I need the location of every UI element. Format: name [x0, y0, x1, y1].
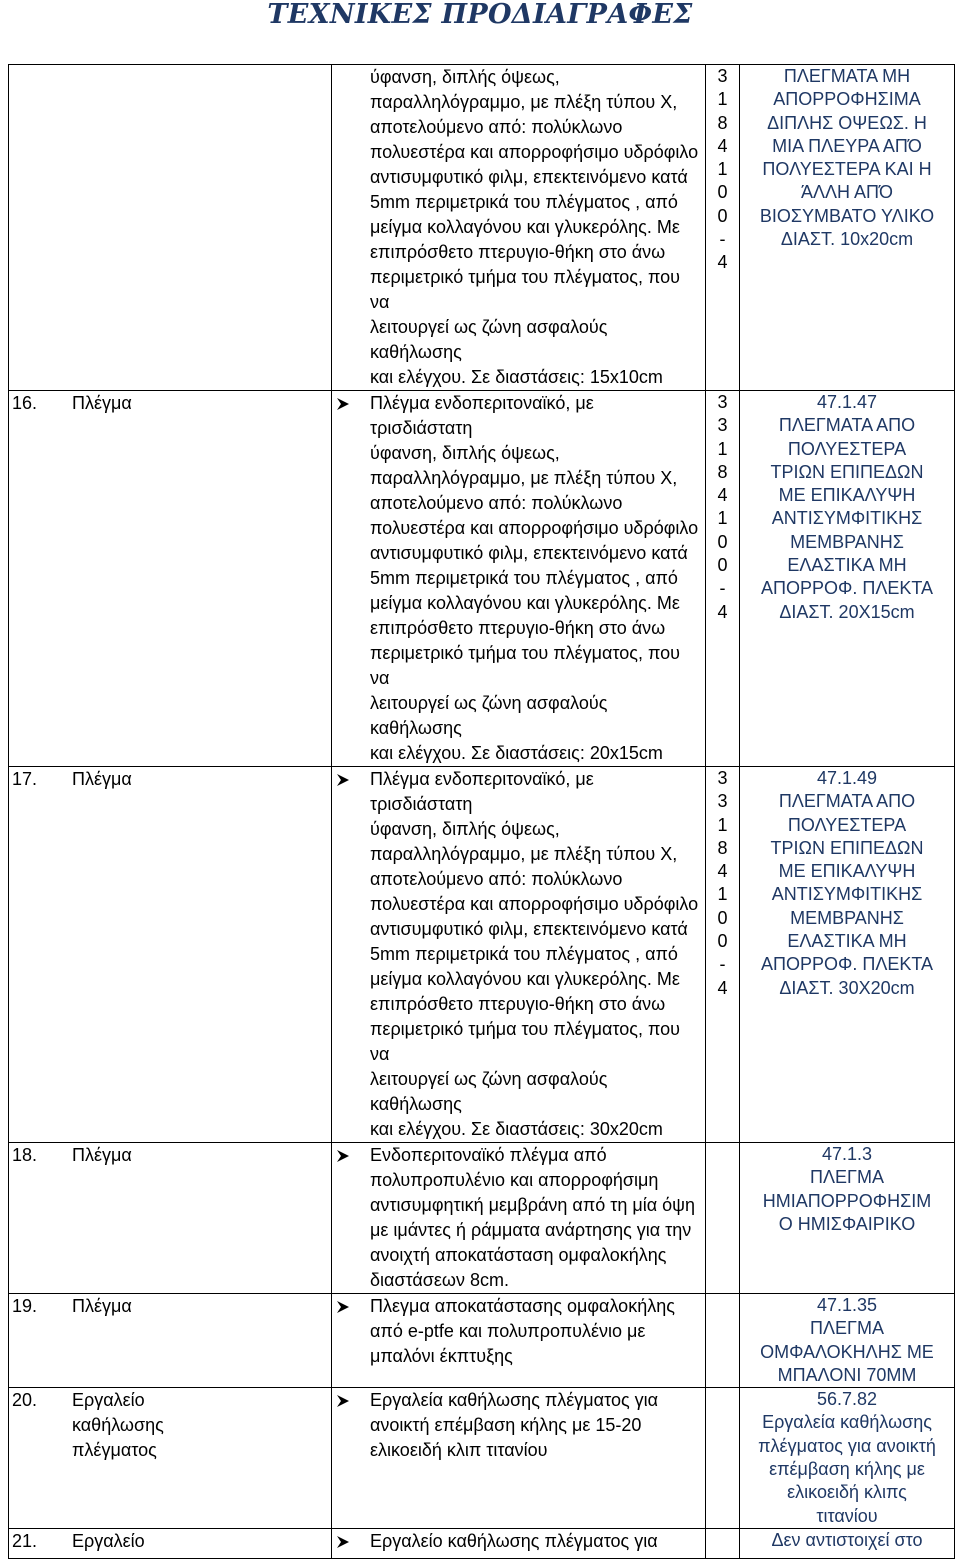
table-row [9, 1143, 955, 1294]
item-number: 16. [12, 393, 38, 413]
code-character: 0 [717, 907, 728, 928]
description-line: πολυπροπυλένιο και απορροφήσιμη [370, 1170, 659, 1190]
reference-line: ΠΟΛΥΕΣΤΕΡΑ [787, 814, 907, 835]
description-line: Πλέγμα ενδοπεριτοναϊκό, με τρισδιάστατη [370, 393, 594, 438]
code-character: 8 [717, 112, 728, 133]
item-name-line: Πλέγμα [72, 393, 132, 413]
table-row [9, 65, 955, 391]
item-reference-cell [740, 1528, 955, 1558]
item-code-cell [706, 1294, 740, 1388]
reference-line: ΠΟΛΥΕΣΤΕΡΑ [787, 438, 907, 459]
code-character: 4 [717, 601, 728, 622]
item-name [72, 391, 242, 416]
code-character: - [719, 954, 726, 975]
item-reference-cell [740, 1143, 955, 1294]
reference-line: ΑΝΤΙΣΥΜΦΙΤΙΚΗΣ [771, 508, 923, 529]
description-line: Εργαλεία καθήλωσης πλέγματος για [370, 1390, 659, 1411]
reference-line: ΠΟΛΥΕΣΤΕΡΑ ΚΑΙ Η [762, 159, 932, 180]
reference-line: ΕΛΑΣΤΙΚΑ ΜΗ [787, 555, 907, 576]
item-name-line: Πλέγμα [72, 1145, 132, 1165]
item-number: 21. [12, 1530, 38, 1551]
code-character: 3 [717, 392, 728, 412]
item-name-cell [9, 1294, 332, 1388]
description-line: αποτελούμενο από: πολύκλωνο [370, 493, 623, 513]
description-line: μείγμα κολλαγόνου και γλυκερόλης. Με [370, 593, 680, 613]
code-character: 4 [717, 861, 728, 882]
reference-line: ΗΜΙΑΠΟΡΡΟΦΗΣΙΜ [762, 1190, 932, 1211]
item-description [362, 1294, 705, 1369]
item-code-cell [706, 1143, 740, 1294]
reference-line: ΠΛΕΓΜΑΤΑ ΑΠΟ [778, 415, 916, 436]
item-description-cell [332, 1388, 706, 1529]
reference-line: 47.1.49 [816, 768, 878, 788]
item-name-line: Εργαλείο [72, 1530, 145, 1551]
item-name [72, 1388, 242, 1463]
code-character: 4 [717, 252, 728, 273]
description-line: επιπρόσθετο πτερυγιο-θήκη στο άνω [370, 994, 666, 1014]
description-line: επιπρόσθετο πτερυγιο-θήκη στο άνω [370, 242, 666, 262]
reference-line: ΑΝΤΙΣΥΜΦΙΤΙΚΗΣ [771, 884, 923, 905]
item-reference-cell [740, 1294, 955, 1388]
reference-line: ΜΙΑ ΠΛΕΥΡΑ ΑΠΌ [772, 135, 922, 156]
item-reference-cell [740, 1388, 955, 1529]
code-character: 1 [717, 884, 728, 905]
description-line: από e-ptfe και πολυπροπυλένιο με [370, 1321, 646, 1341]
reference-line: ΔΙΑΣΤ. 20Χ15cm [779, 601, 915, 622]
reference-line: Εργαλεία καθήλωσης [762, 1412, 932, 1433]
item-description-cell [332, 767, 706, 1143]
description-line: μείγμα κολλαγόνου και γλυκερόλης. Με [370, 217, 680, 237]
description-line: αντισυμφυτικό φιλμ, επεκτεινόμενο κατά [370, 543, 688, 563]
description-line: αντισυμφητική μεμβράνη από τη μία όψη [370, 1195, 696, 1215]
description-line: ύφανση, διπλής όψεως, [370, 443, 560, 463]
reference-line: ΑΠΟΡΡΟΦ. ΠΛΕΚΤΑ [760, 954, 934, 975]
specifications-table [8, 64, 955, 1559]
code-character: 8 [717, 837, 728, 858]
item-description-cell [332, 1143, 706, 1294]
description-line: αποτελούμενο από: πολύκλωνο [370, 117, 623, 137]
description-line: πολυεστέρα και απορροφήσιμο υδρόφιλο [370, 142, 699, 162]
reference-line: Δεν αντιστοιχεί στο [771, 1529, 923, 1550]
arrow-bullet-icon [332, 767, 362, 1142]
description-line: παραλληλόγραμμο, με πλέξη τύπου Χ, [370, 92, 678, 112]
reference-line: ΜΠΑΛΟΝΙ 70ΜΜ [777, 1364, 917, 1385]
item-reference-cell [740, 767, 955, 1143]
item-name-cell [9, 1528, 332, 1558]
code-character: 0 [717, 205, 728, 226]
document-title: ΤΕΧΝΙΚΕΣ ΠΡΟΔΙΑΓΡΑΦΕΣ [267, 0, 693, 30]
code-character: - [719, 578, 726, 599]
description-line: πολυεστέρα και απορροφήσιμο υδρόφιλο [370, 518, 699, 538]
description-line: παραλληλόγραμμο, με πλέξη τύπου Χ, [370, 468, 678, 488]
code-character: 0 [717, 555, 728, 576]
reference-line: ΜΕΜΒΡΑΝΗΣ [790, 907, 904, 928]
description-line: Ενδοπεριτοναϊκό πλέγμα από [370, 1145, 607, 1165]
item-description [362, 767, 705, 1142]
item-description [362, 1143, 705, 1293]
description-line: μείγμα κολλαγόνου και γλυκερόλης. Με [370, 969, 680, 989]
code-character: 0 [717, 931, 728, 952]
item-code-cell [706, 65, 740, 391]
item-name-cell [9, 1388, 332, 1529]
item-reference-cell [740, 391, 955, 767]
reference-line: τιτανίου [816, 1505, 878, 1526]
reference-line: 56.7.82 [816, 1389, 878, 1410]
description-line: Πλεγμα αποκατάστασης ομφαλοκήλης [370, 1296, 675, 1316]
description-line: λειτουργεί ως ζώνη ασφαλούς καθήλωσης [370, 317, 608, 362]
item-description-cell [332, 65, 706, 391]
code-character: 1 [717, 89, 728, 110]
reference-line: ΤΡΙΩΝ ΕΠΙΠΕΔΩΝ [770, 837, 924, 858]
code-character: 1 [717, 814, 728, 835]
table-row [9, 391, 955, 767]
item-code-cell [706, 767, 740, 1143]
reference-line: ΔΙΑΣΤ. 30Χ20cm [779, 977, 915, 998]
reference-line: ΔΙΑΣΤ. 10x20cm [780, 229, 914, 250]
arrow-bullet-icon [332, 1388, 362, 1463]
code-character: 4 [717, 135, 728, 156]
description-line: περιμετρικό τμήμα του πλέγματος, που να [370, 267, 680, 312]
item-description-cell [332, 1528, 706, 1558]
description-line: μπαλόνι έκπτυξης [370, 1346, 513, 1366]
reference-line: ΠΛΕΓΜΑΤΑ ΜΗ [783, 66, 911, 86]
description-line: 5mm περιμετρικά του πλέγματος , από [370, 944, 678, 964]
description-line: παραλληλόγραμμο, με πλέξη τύπου Χ, [370, 844, 678, 864]
code-character: 4 [717, 977, 728, 998]
description-line: αντισυμφυτικό φιλμ, επεκτεινόμενο κατά [370, 167, 688, 187]
description-line: πολυεστέρα και απορροφήσιμο υδρόφιλο [370, 894, 699, 914]
item-code-cell [706, 1388, 740, 1529]
item-name [72, 767, 242, 792]
description-line: ύφανση, διπλής όψεως, [370, 819, 560, 839]
description-line: περιμετρικό τμήμα του πλέγματος, που να [370, 1019, 680, 1064]
item-description-cell [332, 391, 706, 767]
description-line: διαστάσεων 8cm. [370, 1270, 509, 1290]
item-number: 19. [12, 1296, 38, 1316]
reference-line: ΜΕΜΒΡΑΝΗΣ [790, 531, 904, 552]
reference-line: ΜΕ ΕΠΙΚΑΛΥΨΗ [778, 861, 916, 882]
item-name-cell [9, 1143, 332, 1294]
reference-line: ΑΠΟΡΡΟΦ. ΠΛΕΚΤΑ [760, 578, 934, 599]
item-description [362, 65, 705, 390]
item-code-cell [706, 1528, 740, 1558]
item-name [72, 1529, 242, 1554]
description-line: Πλέγμα ενδοπεριτοναϊκό, με τρισδιάστατη [370, 769, 594, 814]
description-line: ανοικτή επέμβαση κήλης με 15-20 [370, 1415, 642, 1436]
code-character: 0 [717, 531, 728, 552]
arrow-bullet-icon [332, 1143, 362, 1293]
item-number: 20. [12, 1390, 38, 1411]
code-character: 0 [717, 182, 728, 203]
item-name-line: καθήλωσης [72, 1415, 164, 1436]
code-character: 3 [717, 66, 728, 86]
item-name-line: πλέγματος [72, 1440, 157, 1461]
code-character: 8 [717, 461, 728, 482]
code-character: 1 [717, 159, 728, 180]
reference-line: ΠΛΕΓΜΑΤΑ ΑΠΟ [778, 791, 916, 812]
item-name-cell [9, 65, 332, 391]
item-reference-cell [740, 65, 955, 391]
code-character: 3 [717, 415, 728, 436]
description-line: επιπρόσθετο πτερυγιο-θήκη στο άνω [370, 618, 666, 638]
item-code-cell [706, 391, 740, 767]
description-line: περιμετρικό τμήμα του πλέγματος, που να [370, 643, 680, 688]
reference-line: ΑΠΟΡΡΟΦΗΣΙΜΑ [773, 89, 921, 110]
page-header [0, 0, 960, 34]
description-line: και ελέγχου. Σε διαστάσεις: 15x10cm [370, 367, 663, 387]
table-row [9, 1388, 955, 1529]
item-name-line: Πλέγμα [72, 769, 132, 789]
item-name-cell [9, 391, 332, 767]
description-line: 5mm περιμετρικά του πλέγματος , από [370, 568, 678, 588]
reference-line: ΜΕ ΕΠΙΚΑΛΥΨΗ [778, 485, 916, 506]
item-name [72, 1143, 242, 1168]
table-row [9, 1294, 955, 1388]
item-number: 17. [12, 769, 38, 789]
table-row [9, 767, 955, 1143]
item-name-line: Πλέγμα [72, 1296, 132, 1316]
reference-line: ΕΛΑΣΤΙΚΑ ΜΗ [787, 931, 907, 952]
item-number: 18. [12, 1145, 38, 1165]
description-line: λειτουργεί ως ζώνη ασφαλούς καθήλωσης [370, 693, 608, 738]
description-line: ελικοειδή κλιπ τιτανίου [370, 1440, 548, 1461]
description-line: 5mm περιμετρικά του πλέγματος , από [370, 192, 678, 212]
description-line: λειτουργεί ως ζώνη ασφαλούς καθήλωσης [370, 1069, 608, 1114]
reference-line: 47.1.3 [821, 1144, 873, 1164]
reference-line: ΔΙΠΛΗΣ ΟΨΕΩΣ. Η [767, 112, 927, 133]
description-line: και ελέγχου. Σε διαστάσεις: 30x20cm [370, 1119, 663, 1139]
item-description [362, 391, 705, 766]
table-row [9, 1528, 955, 1558]
item-description [362, 1529, 705, 1554]
code-character: 4 [717, 485, 728, 506]
reference-line: 47.1.35 [816, 1295, 878, 1315]
item-name-cell [9, 767, 332, 1143]
description-line: αντισυμφυτικό φιλμ, επεκτεινόμενο κατά [370, 919, 688, 939]
item-name-line: Εργαλείο [72, 1390, 145, 1411]
reference-line: ελικοειδή κλιπς [787, 1482, 907, 1503]
description-line: αποτελούμενο από: πολύκλωνο [370, 869, 623, 889]
code-character: 1 [717, 508, 728, 529]
reference-line: ΟΜΦΑΛΟΚΗΛΗΣ ΜΕ [760, 1341, 934, 1362]
reference-line: επέμβαση κήλης με [769, 1459, 925, 1480]
reference-line: ΆΛΛΗ ΑΠΌ [800, 182, 893, 203]
description-line: με ιμάντες ή ράμματα ανάρτησης για την [370, 1220, 692, 1240]
code-character: - [719, 229, 726, 250]
reference-line: ΒΙΟΣΥΜΒΑΤΟ ΥΛΙΚΟ [759, 205, 935, 226]
arrow-bullet-icon [332, 1529, 362, 1554]
item-description-cell [332, 1294, 706, 1388]
code-character: 1 [717, 438, 728, 459]
reference-line: πλέγματος για ανοικτή [758, 1435, 936, 1456]
code-character: 3 [717, 768, 728, 788]
arrow-bullet-icon [332, 391, 362, 766]
item-name [72, 1294, 242, 1319]
description-line: Εργαλείο καθήλωσης πλέγματος για [370, 1530, 658, 1551]
reference-line: Ο ΗΜΙΣΦΑΙΡΙΚΟ [778, 1213, 916, 1234]
description-line: και ελέγχου. Σε διαστάσεις: 20x15cm [370, 743, 663, 763]
reference-line: ΠΛΕΓΜΑ [810, 1167, 884, 1188]
reference-line: ΠΛΕΓΜΑ [810, 1318, 884, 1339]
arrow-bullet-icon [332, 1294, 362, 1369]
reference-line: 47.1.47 [816, 392, 878, 412]
reference-line: ΤΡΙΩΝ ΕΠΙΠΕΔΩΝ [770, 461, 924, 482]
item-description [362, 1388, 705, 1463]
code-character: 3 [717, 791, 728, 812]
description-line: ανοιχτή αποκατάσταση ομφαλοκήλης [370, 1245, 667, 1265]
description-line: ύφανση, διπλής όψεως, [370, 67, 560, 87]
